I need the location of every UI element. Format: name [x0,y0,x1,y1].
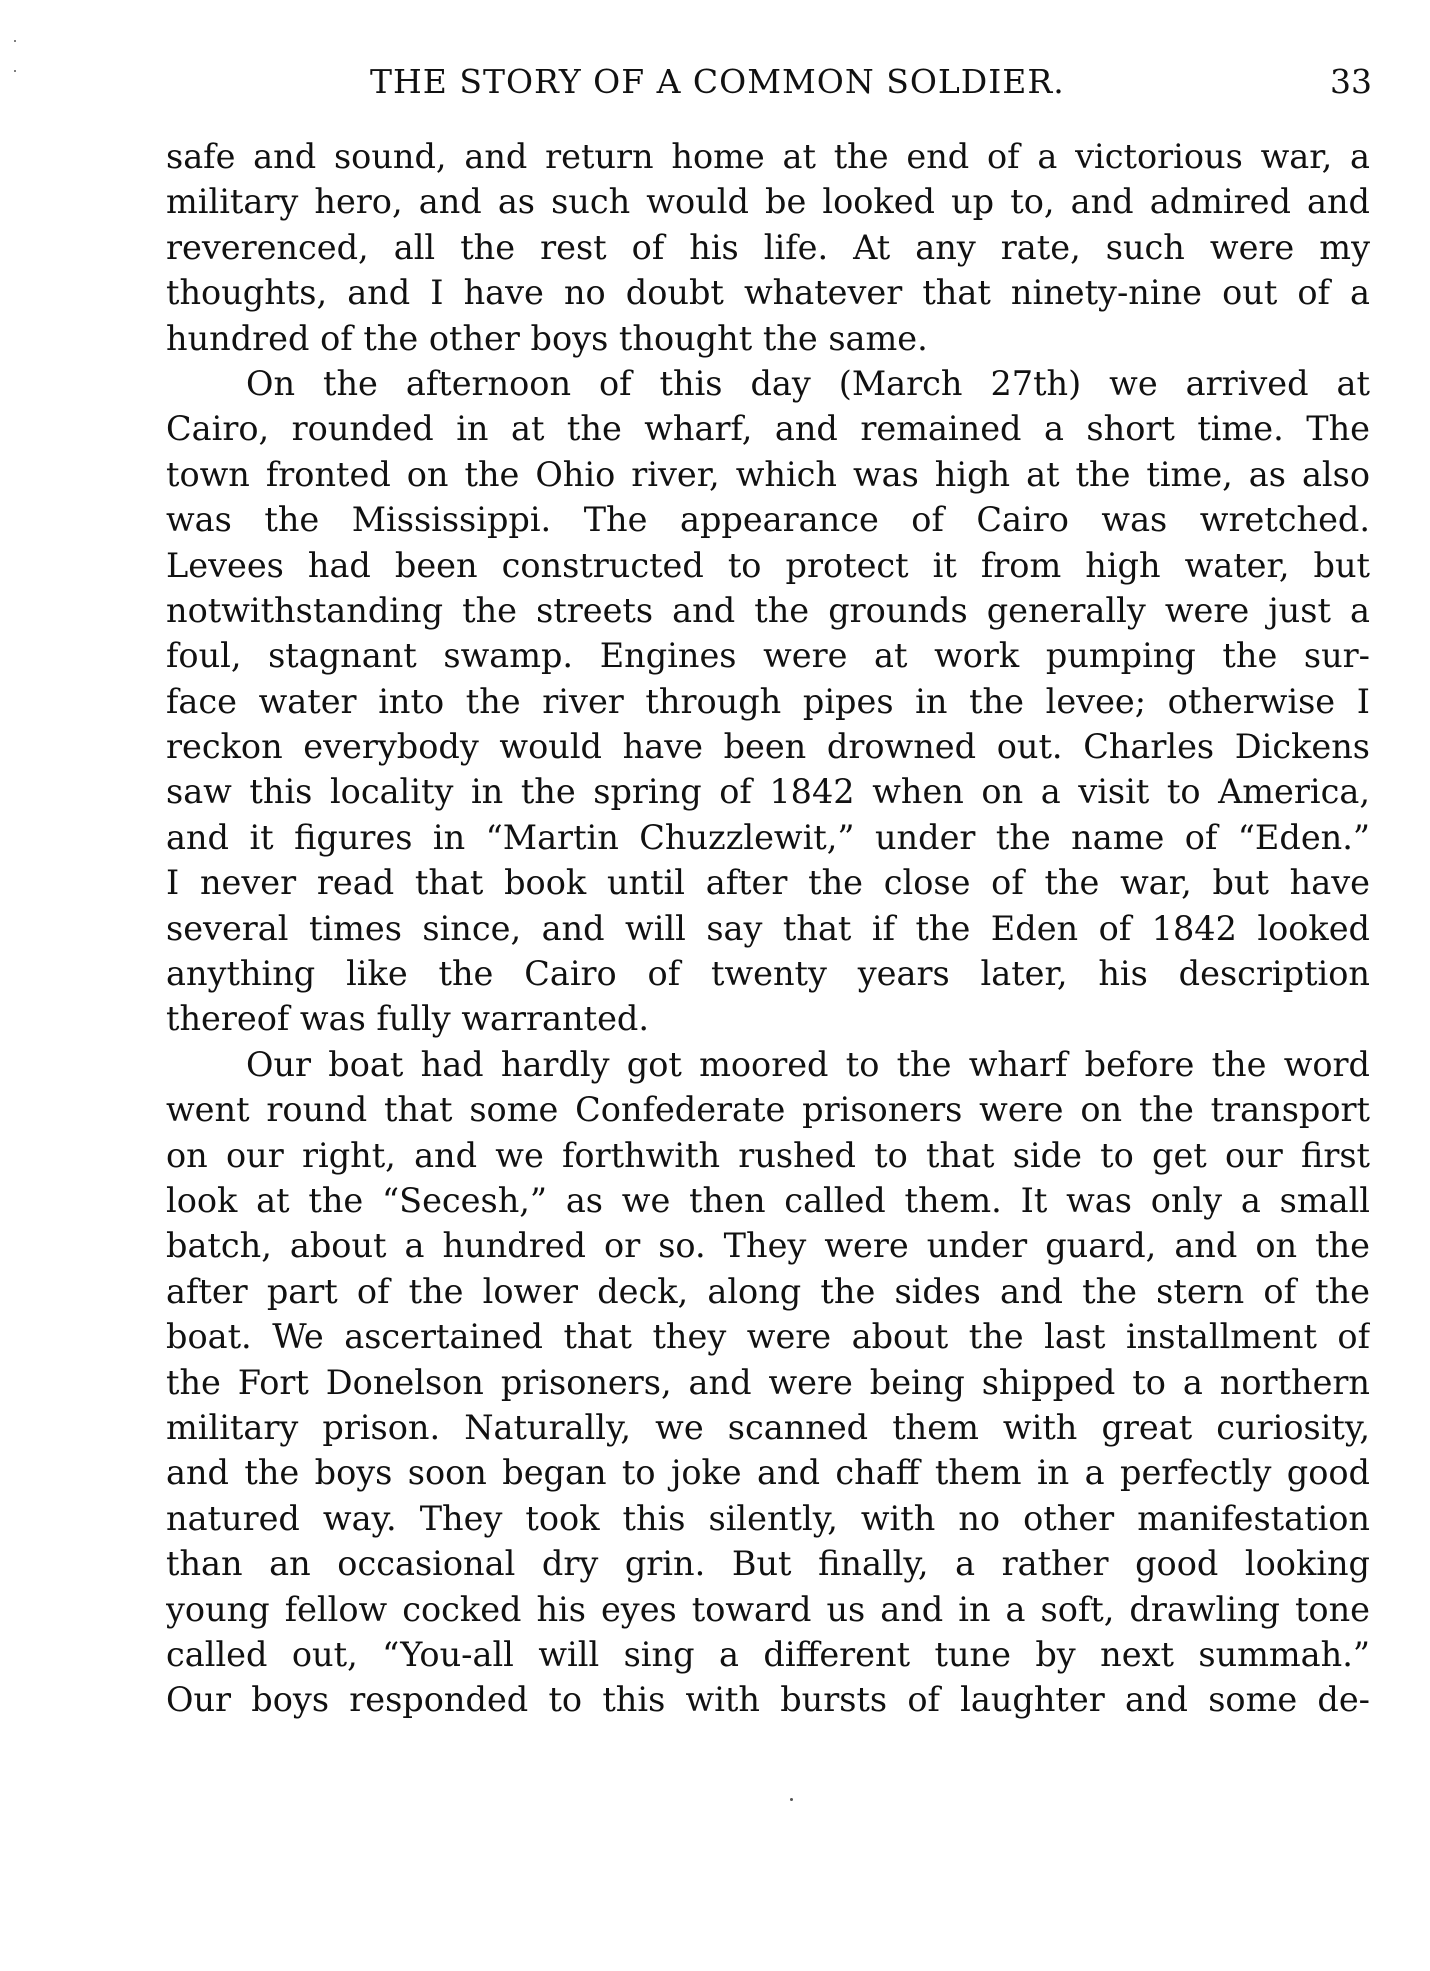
text-line: several times since, and will say that if the Eden of 1842 looked [166,908,1370,948]
text-line: natured way. They took this silently, with no other manifestation [166,1498,1370,1538]
body-text [166,134,1370,1723]
text-line: young fellow cocked his eyes toward us and in a soft, drawling tone [166,1589,1370,1629]
page-number: 33 [1330,62,1372,101]
text-line: went round that some Confederate prisoners were on the transport [166,1090,1370,1130]
text-line: anything like the Cairo of twenty years later, his description [166,954,1370,994]
text-line: thoughts, and I have no doubt whatever that ninety-nine out of a [166,273,1370,313]
text-line: on our right, and we forthwith rushed to that side to get our first [166,1135,1370,1175]
text-line: reckon everybody would have been drowned out. Charles Dickens [166,727,1370,767]
text-line: Cairo, rounded in at the wharf, and remained a short time. The [166,409,1370,449]
text-line: after part of the lower deck, along the sides and the stern of the [166,1271,1370,1311]
scan-speck [790,1798,793,1801]
text-line: look at the “Secesh,” as we then called them. It was only a small [166,1180,1370,1220]
text-line: saw this locality in the spring of 1842 when on a visit to America, [166,772,1370,812]
scan-speck [14,40,16,42]
scan-speck [14,70,16,72]
running-title: THE STORY OF A COMMON SOLDIER. [370,62,1065,101]
text-line: than an occasional dry grin. But finally, a rather good looking [166,1544,1370,1584]
text-line: called out, “You-all will sing a different tune by next summah.” [166,1634,1370,1674]
text-line: batch, about a hundred or so. They were under guard, and on the [166,1226,1370,1266]
text-line: Levees had been constructed to protect it from high water, but [166,545,1370,585]
text-line: notwithstanding the streets and the grounds generally were just a [166,590,1370,630]
text-line: Our boys responded to this with bursts of laughter and some de- [166,1680,1370,1720]
text-line: the Fort Donelson prisoners, and were being shipped to a northern [166,1362,1370,1402]
text-line: and the boys soon began to joke and chaff them in a perfectly good [166,1453,1370,1493]
text-line: face water into the river through pipes in the levee; otherwise I [166,681,1370,721]
text-line: reverenced, all the rest of his life. At any rate, such were my [166,227,1370,267]
text-line: safe and sound, and return home at the end of a victorious war, a [166,137,1370,176]
text-line: military hero, and as such would be looked up to, and admired and [166,182,1370,222]
text-line: hundred of the other boys thought the same. [166,318,928,358]
text-line: foul, stagnant swamp. Engines were at work pumping the sur- [166,636,1370,676]
text-line: town fronted on the Ohio river, which was high at the time, as also [166,454,1370,494]
text-line: boat. We ascertained that they were about the last installment of [166,1317,1370,1357]
running-head [160,62,1372,108]
text-line: I never read that book until after the close of the war, but have [166,863,1370,903]
text-line: was the Mississippi. The appearance of Cairo was wretched. [166,500,1370,540]
paragraph-first-line: On the afternoon of this day (March 27th) we arrived at [246,363,1370,403]
text-line: military prison. Naturally, we scanned them with great curiosity, [166,1407,1370,1447]
paragraph-first-line: Our boat had hardly got moored to the wharf before the word [246,1044,1370,1084]
text-line: and it figures in “Martin Chuzzlewit,” under the name of “Eden.” [166,817,1370,857]
text-line: thereof was fully warranted. [166,999,649,1039]
